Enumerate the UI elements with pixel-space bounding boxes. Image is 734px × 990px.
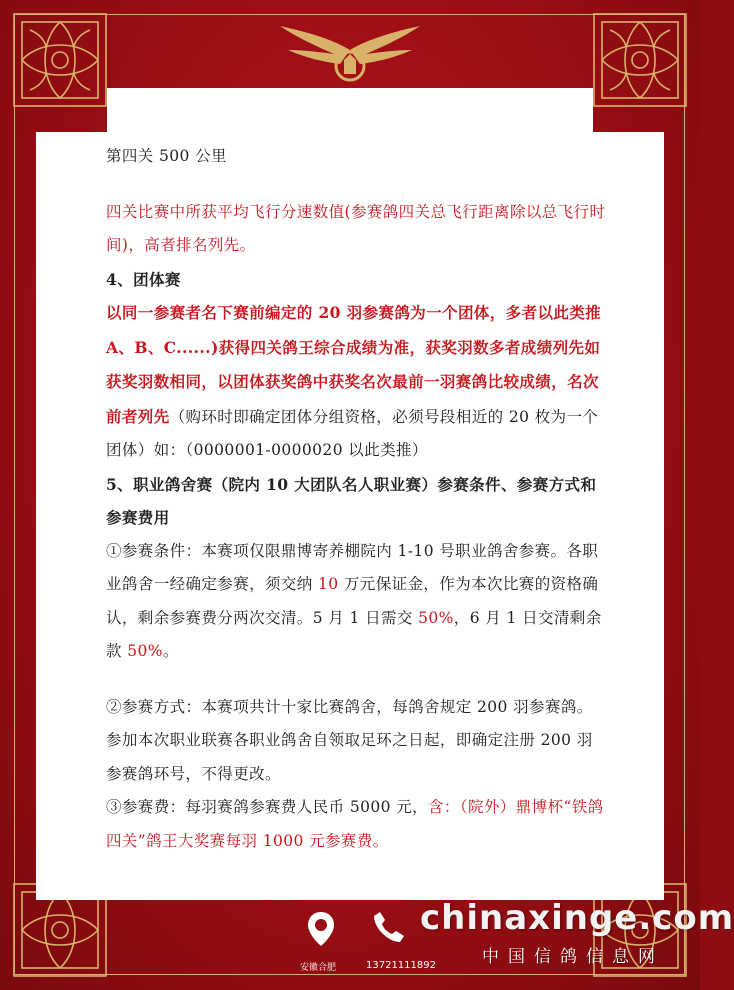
map-pin-icon — [306, 910, 336, 948]
phone-icon — [372, 910, 406, 944]
deposit-amount: 10 — [318, 575, 339, 593]
document-content — [106, 140, 606, 858]
section-heading-pro: 5、职业鸽舍赛（院内 10 大团队名人职业赛）参赛条件、参赛方式和参赛费用 — [106, 474, 597, 527]
condition-text: 万元保证金，作为本次比赛的资格确认，剩余参赛费分两次交清。5 月 1 日需交 — [106, 575, 599, 627]
condition-paragraph — [106, 535, 606, 669]
fee-paragraph — [106, 791, 606, 858]
method-paragraph: ②参赛方式：本赛项共计十家比赛鸽舍，每鸽舍规定 200 羽参赛鸽。参加本次职业联赛各职业鸽舍自领取足环之日起，即确定注册 200 羽参赛鸽环号，不得更改。 — [106, 697, 593, 783]
second-payment-percent: 50% — [127, 642, 163, 660]
fee-text: ③参赛费：每羽赛鸽参赛费人民币 5000 元， — [106, 798, 429, 816]
watermark-domain: chinaxinge.com — [420, 898, 734, 938]
phone-number: 13721111892 — [366, 960, 436, 971]
condition-text: 。 — [162, 642, 179, 660]
condition-text: ，6 月 1 日交清剩余款 — [106, 608, 602, 660]
team-rule-red: 以同一参赛者名下赛前编定的 20 羽参赛鸽为一个团体，多者以此类推 A、B、C......)获得四关鸽王综合成绩为准，获奖羽数多者成绩列先如获奖羽数相同，以团体获奖鸽中获奖名次最前一羽赛鸽比较成绩，名次前者列先 — [106, 303, 602, 426]
corner-ornament-icon — [580, 0, 700, 120]
section-heading-team: 4、团体赛 — [106, 269, 181, 289]
section-heading: 第四关 500 公里 — [106, 147, 227, 165]
fee-included-text: 含：（院外）鼎博杯“铁鸽四关”鸽王大奖赛每羽 1000 元参赛费。 — [106, 798, 604, 850]
condition-text: ①参赛条件：本赛项仅限鼎博寄养棚院内 1-10 号职业鸽舍参赛。各职业鸽舍一经确定参赛，须交纳 — [106, 541, 599, 593]
first-payment-percent: 50% — [418, 608, 454, 627]
team-rule-note: （购环时即确定团体分组资格，必须号段相近的 20 枚为一个团体）如：（0000001-0000020 以此类推） — [106, 407, 599, 459]
team-rule-paragraph — [106, 296, 606, 468]
location-label: 安徽合肥 — [300, 963, 337, 973]
rule-paragraph: 四关比赛中所获平均飞行分速数值(参赛鸽四关总飞行距离除以总飞行时间)，高者排名列先。 — [106, 202, 606, 254]
winged-emblem-icon — [278, 20, 422, 92]
watermark-site-name: 中国信鸽信息网 — [482, 947, 664, 967]
corner-ornament-icon — [0, 0, 120, 120]
